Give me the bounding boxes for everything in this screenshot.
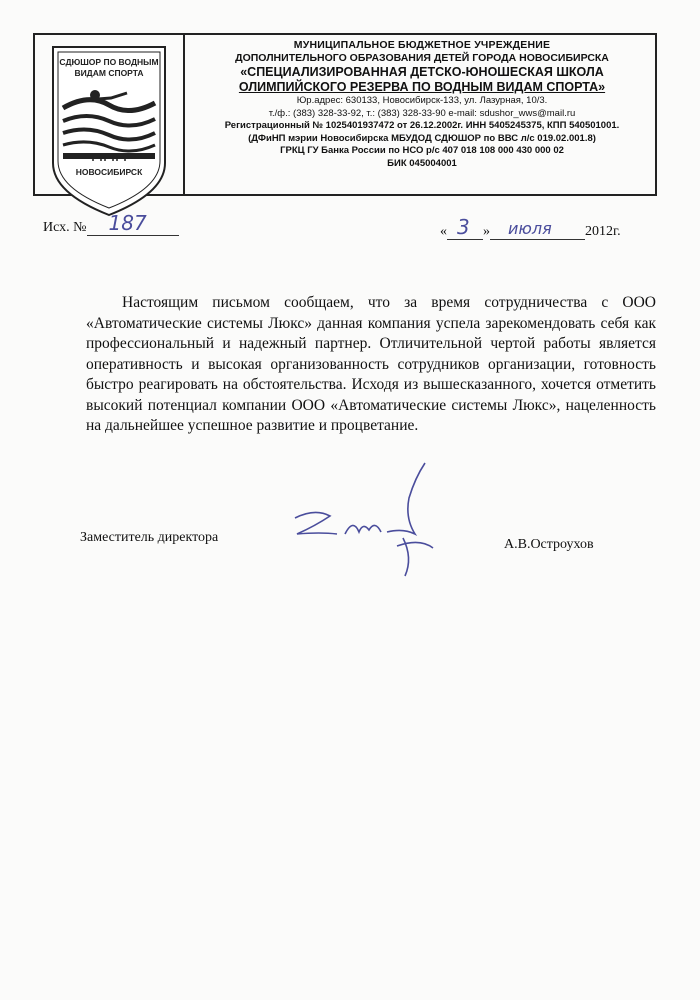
org-bank: ГРКЦ ГУ Банка России по НСО р/с 407 018 108 000 430 000 02 [280, 145, 564, 156]
organization-details [185, 39, 659, 170]
signer-name: А.В.Остроухов [504, 537, 594, 552]
date-year: 2012г. [585, 224, 621, 239]
emblem-city-text: НОВОСИБИРСК [75, 167, 143, 177]
date-day-handwritten: 3 [457, 215, 470, 239]
handwritten-signature [275, 458, 445, 588]
org-bik: БИК 045004001 [387, 157, 457, 169]
date-close-quote: » [483, 224, 490, 239]
org-line-1: МУНИЦИПАЛЬНОЕ БЮДЖЕТНОЕ УЧРЕЖДЕНИЕ [293, 39, 551, 51]
emblem-top-text-2: ВИДАМ СПОРТА [74, 68, 144, 78]
org-phones: т./ф.: (383) 328-33-92, т.: (383) 328-33-90 e-mail: sdushor_wws@mail.ru [268, 107, 576, 119]
org-line-4: ОЛИМПИЙСКОГО РЕЗЕРВА ПО ВОДНЫМ ВИДАМ СПОРТА» [238, 80, 606, 94]
letter-body: Настоящим письмом сообщаем, что за время сотрудничества с ООО «Автоматические системы Люкс» данная компания успела зарекомендовать себя как профессиональный и надежный партнер. Отличительной чертой работы является оперативность и высокая организованность сотрудников организации, готовность быстро реагировать на обстоятельства. Исходя из вышесказанного, хочется отметить высокий потенциал компании ООО «Автоматические системы Люкс», нацеленность на дальнейшее успешное развитие и процветание. [86, 294, 656, 434]
outgoing-number-field [87, 211, 179, 236]
org-address: Юр.адрес: 630133, Новосибирск-133, ул. Лазурная, 10/3. [296, 95, 548, 106]
date-day-field [447, 215, 483, 240]
outgoing-label: Исх. № [43, 220, 87, 235]
signature-block [80, 530, 640, 610]
date-open-quote: « [440, 224, 447, 239]
org-line-3: «СПЕЦИАЛИЗИРОВАННАЯ ДЕТСКО-ЮНОШЕСКАЯ ШКОЛА [240, 65, 604, 79]
letterhead [33, 33, 657, 196]
school-emblem-icon [49, 43, 169, 221]
outgoing-number-handwritten: 187 [108, 211, 147, 235]
letter-date [440, 215, 621, 240]
date-month-field [490, 219, 585, 240]
emblem-top-text-1: СДЮШОР ПО ВОДНЫМ [59, 57, 159, 67]
org-registration: Регистрационный № 1025401937472 от 26.12.2002г. ИНН 5405245375, КПП 540501001. [224, 120, 620, 131]
org-line-2: ДОПОЛНИТЕЛЬНОГО ОБРАЗОВАНИЯ ДЕТЕЙ ГОРОДА НОВОСИБИРСКА [235, 52, 609, 64]
date-month-handwritten: июля [508, 219, 552, 238]
signer-title: Заместитель директора [80, 530, 219, 545]
org-finance: (ДФиНП мэрии Новосибирска МБУДОД СДЮШОР по ВВС л/с 019.02.001.8) [248, 132, 596, 144]
outgoing-number [43, 211, 179, 236]
